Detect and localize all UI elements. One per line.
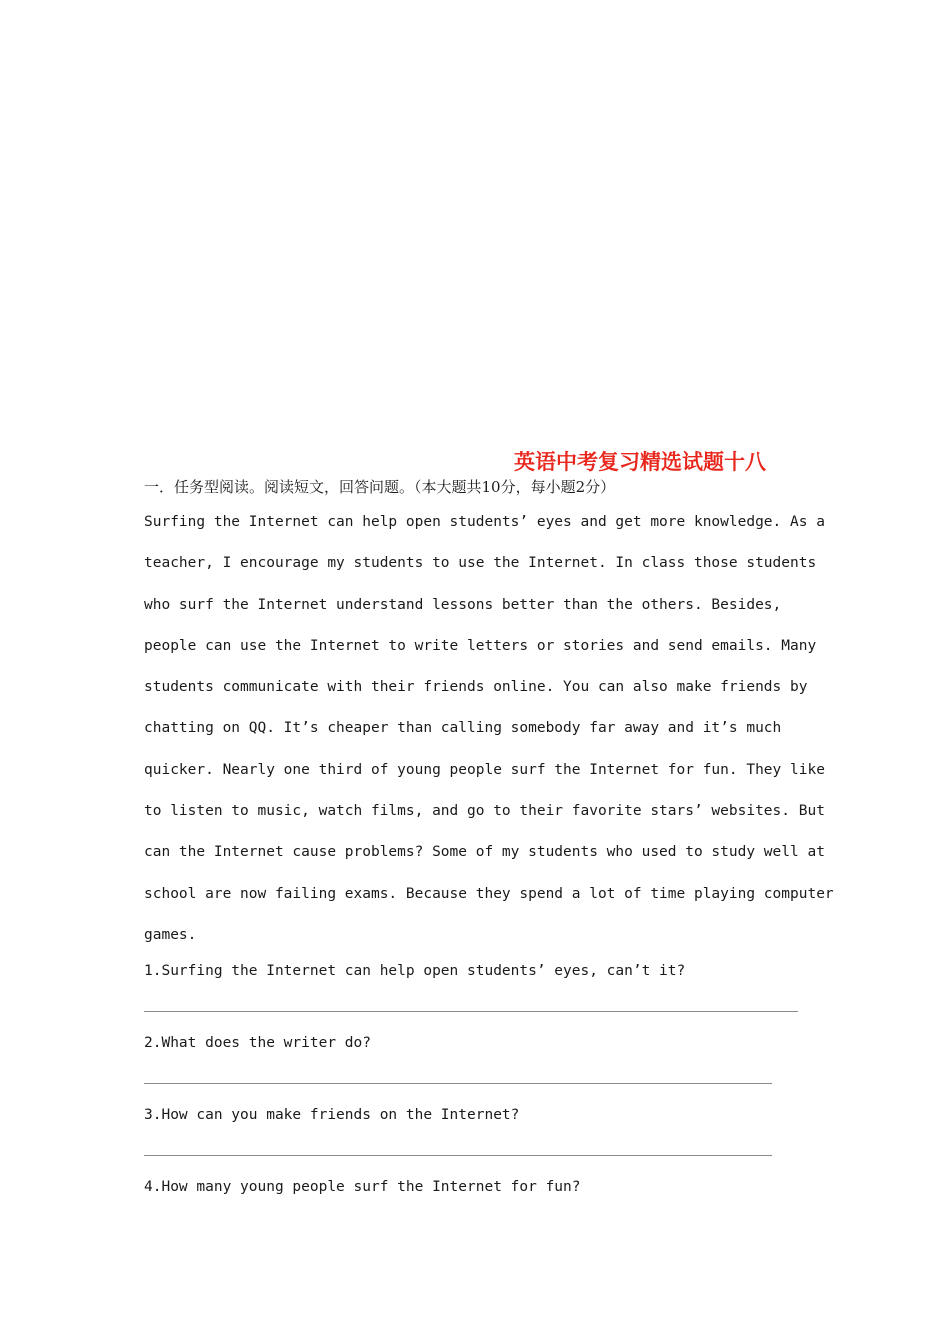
question-item bbox=[144, 1174, 814, 1246]
passage-line: who surf the Internet understand lessons better than the others. Besides, bbox=[144, 596, 782, 613]
passage-line: Surfing the Internet can help open students’ eyes and get more knowledge. As a bbox=[144, 514, 825, 530]
passage-line: can the Internet cause problems? Some of my students who used to study well at bbox=[144, 844, 825, 861]
answer-line bbox=[144, 1083, 772, 1084]
passage-line: to listen to music, watch films, and go to their favorite stars’ websites. But bbox=[144, 803, 825, 820]
question-list bbox=[144, 958, 814, 1246]
document-title: 英语中考复习精选试题十八 bbox=[514, 450, 766, 474]
question-text: 3.How can you make friends on the Internet? bbox=[144, 1107, 520, 1123]
question-text: 4.How many young people surf the Internet for fun? bbox=[144, 1179, 581, 1195]
passage-line: students communicate with their friends online. You can also make friends by bbox=[144, 679, 808, 696]
section-heading: 一．任务型阅读。阅读短文，回答问题。（本大题共10分，每小题2分） bbox=[144, 478, 616, 496]
question-text: 1.Surfing the Internet can help open students’ eyes, can’t it? bbox=[144, 963, 686, 979]
question-item bbox=[144, 1030, 814, 1102]
passage-line: school are now failing exams. Because they spend a lot of time playing computer bbox=[144, 885, 834, 902]
answer-line bbox=[144, 1155, 772, 1156]
answer-line bbox=[144, 1011, 798, 1012]
passage-line: teacher, I encourage my students to use the Internet. In class those students bbox=[144, 555, 817, 572]
question-item bbox=[144, 958, 814, 1030]
passage-line: quicker. Nearly one third of young people surf the Internet for fun. They like bbox=[144, 761, 825, 778]
question-item bbox=[144, 1102, 814, 1174]
reading-passage bbox=[144, 509, 834, 963]
passage-line: games. bbox=[144, 926, 197, 943]
question-text: 2.What does the writer do? bbox=[144, 1035, 371, 1051]
passage-line: people can use the Internet to write letters or stories and send emails. Many bbox=[144, 637, 817, 654]
passage-line: chatting on QQ. It’s cheaper than calling somebody far away and it’s much bbox=[144, 720, 782, 737]
